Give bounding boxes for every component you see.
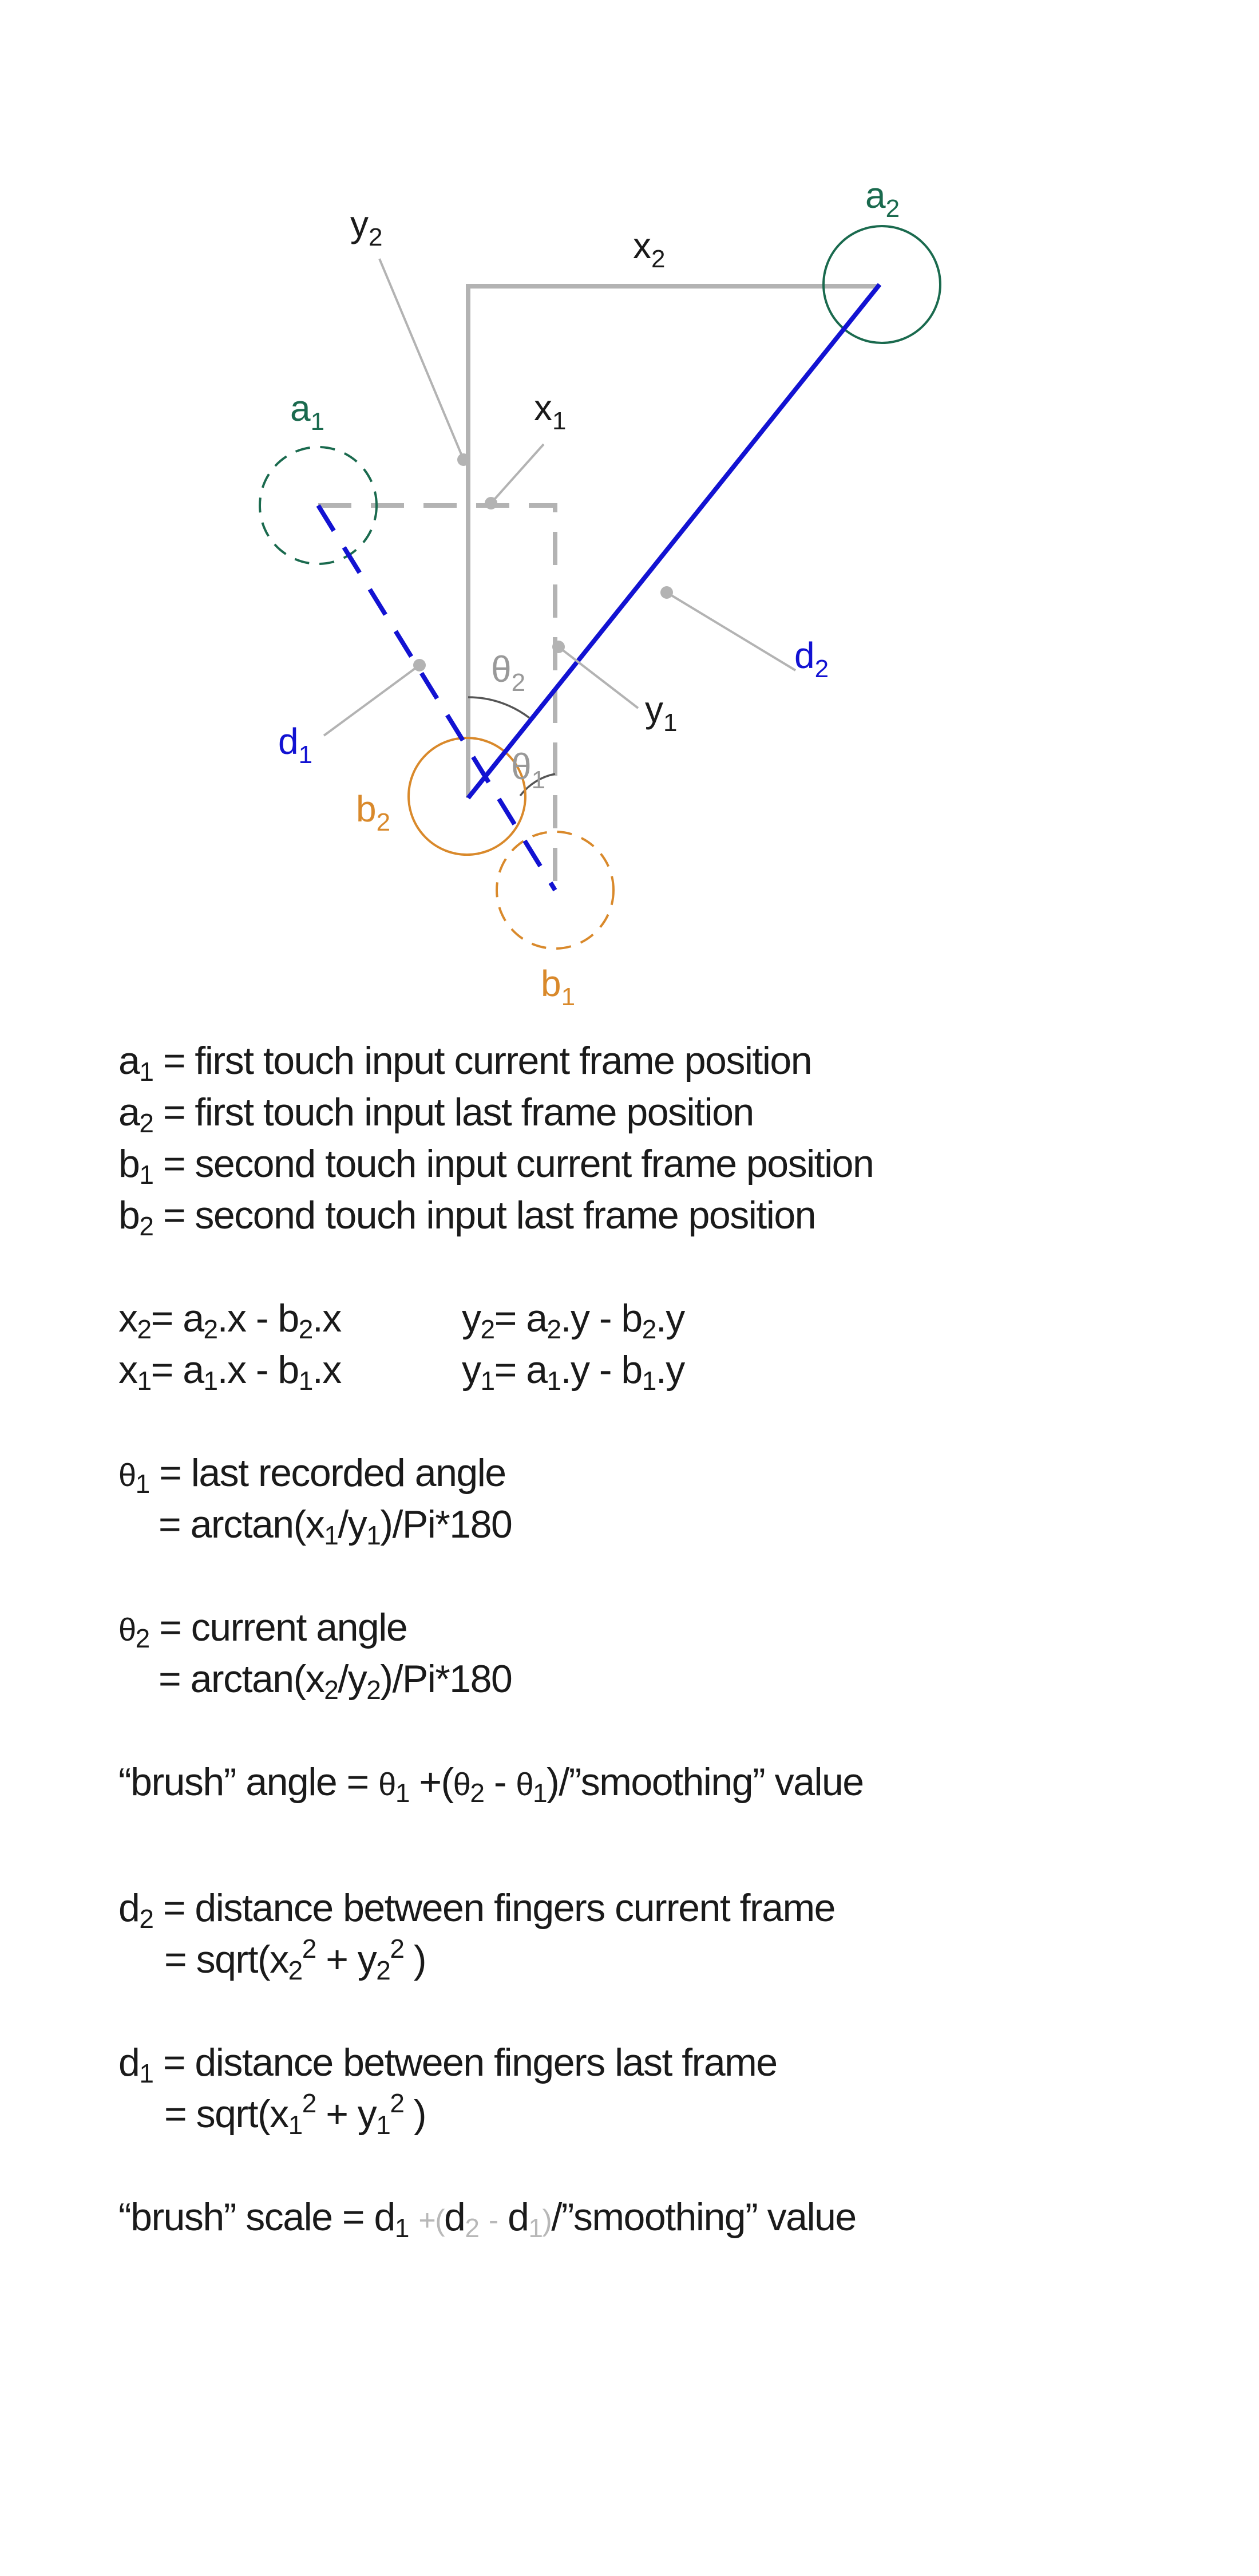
y1-label: $y_1$ [645, 689, 678, 737]
theta1-label: $\theta_1$ [511, 746, 546, 794]
d2-formula: = $sqrt(x_2^2 + y_2^2$ ) [164, 1934, 426, 1985]
angle-scale-diagram [0, 0, 1259, 1030]
theta1-formula: = $\arctan(x_1/y_1)/Pi*180$ [159, 1503, 512, 1550]
d1-label: $d_1$ [278, 721, 313, 769]
b1-definition: $b_1$ = second touch input current frame position [118, 1142, 874, 1190]
x2-label: $x_2$ [633, 225, 666, 273]
leader-lines [324, 259, 795, 736]
a2-definition: $a_2$ = first touch input last frame position [118, 1091, 754, 1138]
y2-label: $y_2$ [350, 203, 383, 251]
brush-scale-formula: “brush” scale = $d_1 +(d_2$ - $d_1)/”smoothing$” value [118, 2195, 856, 2243]
x2-equation: $x_2= a_2.x - b_2.x$ [118, 1297, 341, 1344]
theta1-definition: $\theta_1$ = last recorded angle [118, 1451, 506, 1499]
x1-equation: $x_1= a_1.x - b_1.x$ [118, 1348, 341, 1396]
d2-definition: $d_2$ = distance between fingers current frame [118, 1886, 835, 1934]
b2-definition: $b_2$ = second touch input last frame position [118, 1194, 815, 1241]
d2-label: $d_2$ [794, 635, 829, 683]
a1-label: $a_1$ [290, 388, 325, 436]
y2-equation: $y_2= a_2.y - b_2.y$ [462, 1297, 684, 1344]
theta2-definition: $\theta_2$ = current angle [118, 1606, 407, 1653]
theta2-formula: = $\arctan(x_2/y_2)/Pi*180$ [159, 1657, 512, 1705]
x1-label: $x_1$ [534, 387, 567, 435]
a2-label: $a_2$ [865, 175, 900, 223]
d1-definition: $d_1$ = distance between fingers last frame [118, 2041, 777, 2088]
a1-definition: $a_1$ = first touch input current frame position [118, 1039, 812, 1086]
d1-line [318, 505, 555, 890]
theta2-arc [468, 697, 529, 718]
y1-equation: $y_1= a_1.y - b_1.y$ [462, 1348, 684, 1396]
b2-label: $b_2$ [356, 788, 391, 836]
x2-y2-equations [118, 1293, 1206, 1344]
brush-angle-formula: “brush” angle = $\theta_1 +(\theta_2$ - $\theta_1)/”smoothing$” value [118, 1760, 864, 1808]
x1-y1-equations [118, 1344, 1206, 1396]
formula-text-block [118, 1035, 1206, 2243]
theta2-label: $\theta_2$ [491, 649, 526, 697]
d1-formula: = $sqrt(x_1^2 + y_1^2$ ) [164, 2088, 426, 2140]
b1-label: $b_1$ [541, 963, 576, 1011]
